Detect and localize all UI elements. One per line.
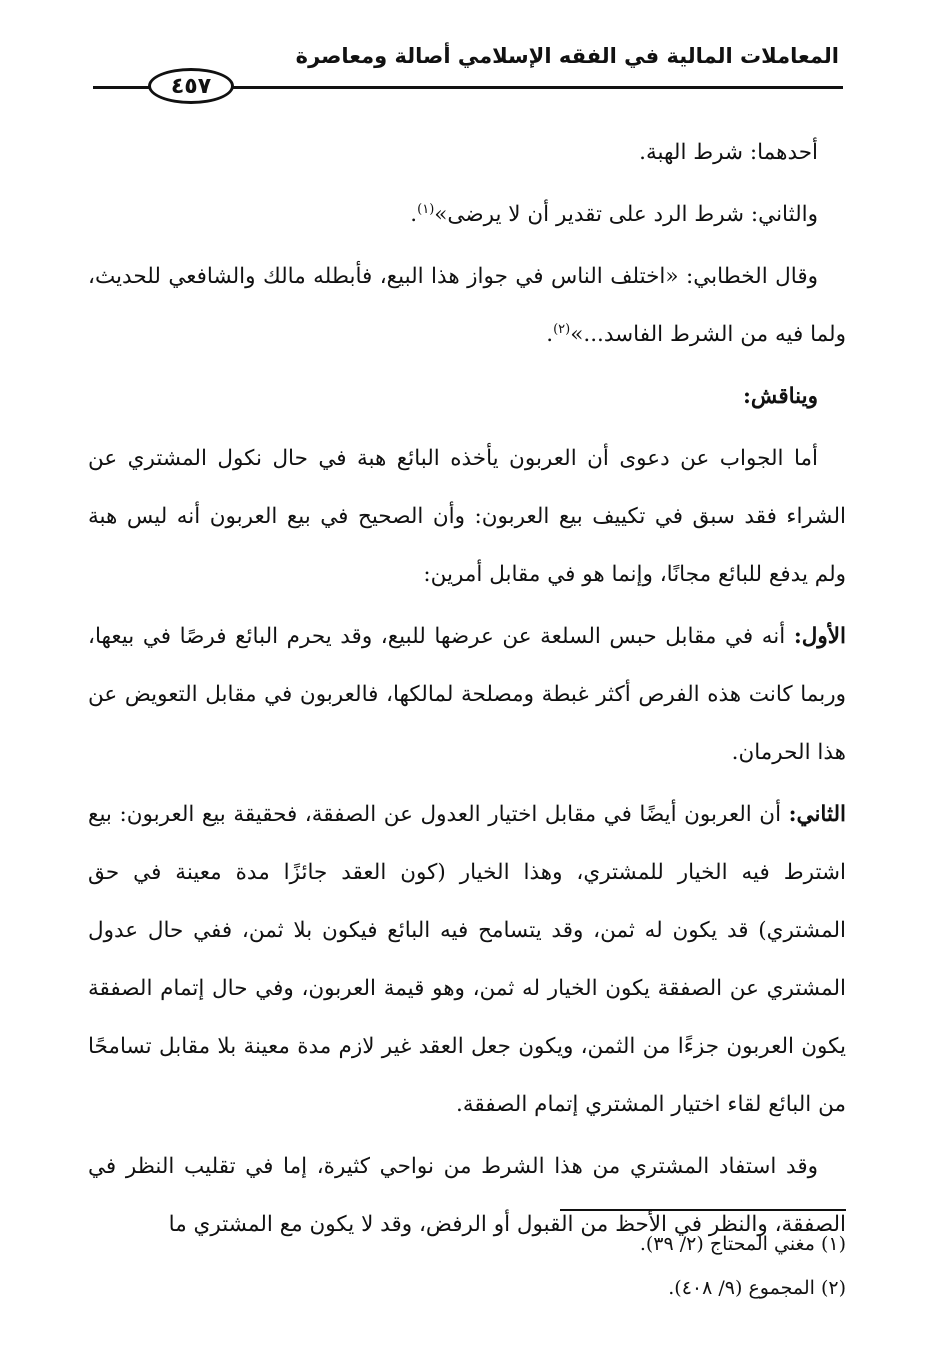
running-title: المعاملات المالية في الفقه الإسلامي أصالة ومعاصرة bbox=[295, 44, 839, 68]
paragraph-second-condition: والثاني: شرط الرد على تقدير أن لا يرضى»$^{(١)}$. bbox=[410, 201, 818, 227]
footnote-1: (١) مغني المحتاج (٢/ ٣٩). bbox=[639, 1233, 846, 1255]
footnote-rule bbox=[560, 1209, 846, 1211]
paragraph-second-reason: الثاني: أن العربون أيضًا في مقابل اختيار العدول عن الصفقة، فحقيقة بيع العربون: بيع اشترط فيه الخيار للمشتري، وهذا الخيار (كون العقد جائزًا مدة معينة في حق المشتري) قد يكون له ثمن، وقد يتسامح فيه البائع فيكون بلا ثمن، ففي حال عدول المشتري عن الصفقة يكون الخيار له ثمن، وهو قيمة العربون، وفي حال إتمام الصفقة يكون العربون جزءًا من الثمن، ويكون جعل العقد غير لازم مدة معينة بلا مقابل تسامحًا من البائع لقاء اختيار المشتري إتمام الصفقة. bbox=[88, 802, 846, 1117]
footnote-2: (٢) المجموع (٩/ ٤٠٨). bbox=[668, 1277, 846, 1299]
footnote-ref-2[interactable]: (٢) bbox=[553, 321, 571, 337]
main-text bbox=[88, 124, 846, 1258]
footnote-ref-1[interactable]: (١) bbox=[417, 201, 435, 217]
paragraph-benefit: وقد استفاد المشتري من هذا الشرط من نواحي كثيرة، إما في تقليب النظر في الصفقة، والنظر في الأحظ من القبول أو الرفض، وقد لا يكون مع المشتري ما bbox=[88, 1154, 846, 1237]
paragraph-response: أما الجواب عن دعوى أن العربون يأخذه البائع هبة في حال نكول المشتري عن الشراء فقد سبق في تكييف بيع العربون: وأن الصحيح في بيع العربون أنه ليس هبة ولم يدفع للبائع مجانًا، وإنما هو في مقابل أمرين: bbox=[88, 446, 846, 587]
discussion-heading: ويناقش: bbox=[742, 384, 818, 409]
page-number: ٤٥٧ bbox=[148, 68, 234, 104]
second-reason-label: الثاني: bbox=[788, 802, 846, 827]
paragraph-first-condition: أحدهما: شرط الهبة. bbox=[639, 140, 818, 165]
footnotes bbox=[88, 1222, 846, 1310]
first-reason-label: الأول: bbox=[793, 624, 846, 649]
page-header bbox=[0, 0, 936, 110]
paragraph-first-reason: الأول: أنه في مقابل حبس السلعة عن عرضها للبيع، وقد يحرم البائع فرصًا في بيعها، وربما كانت هذه الفرص أكثر غبطة ومصلحة لمالكها، فالعربون في مقابل التعويض عن هذا الحرمان. bbox=[88, 624, 846, 765]
paragraph-khattabi-quote: وقال الخطابي: «اختلف الناس في جواز هذا البيع، فأبطله مالك والشافعي للحديث، ولما فيه من الشرط الفاسد...»$^{(٢)}$. bbox=[88, 264, 846, 347]
